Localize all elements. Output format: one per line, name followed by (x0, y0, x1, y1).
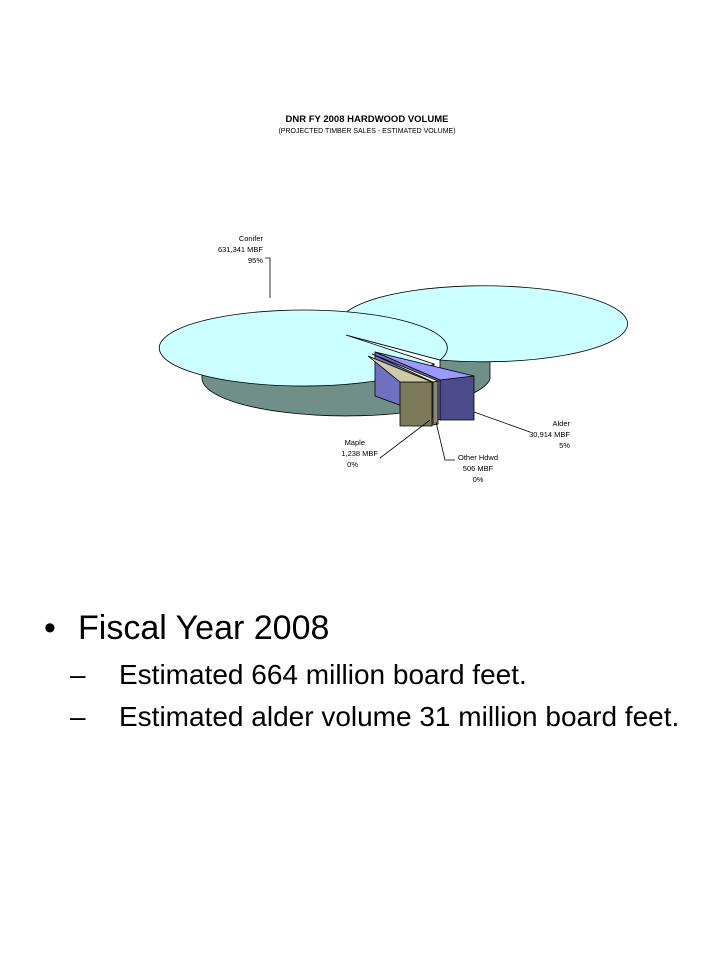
pie-side-other-hdwd (433, 381, 438, 425)
chart-subtitle: (PROJECTED TIMBER SALES - ESTIMATED VOLUME) (278, 128, 456, 135)
label-alder-name: Alder (552, 419, 570, 428)
label-alder (529, 419, 570, 450)
pie-side-maple (400, 382, 432, 426)
pie-side-alder (440, 376, 474, 420)
sub-bullet-alder (44, 699, 684, 735)
dash-icon: – (70, 701, 86, 732)
label-other-hdwd (458, 453, 498, 484)
leader-alder (474, 412, 530, 432)
label-other-hdwd-name: Other Hdwd (457, 453, 499, 462)
sub-bullet-total (44, 657, 684, 693)
label-conifer (218, 234, 264, 265)
label-alder-value: 30,914 MBF (529, 430, 570, 439)
chart-title: DNR FY 2008 HARDWOOD VOLUME (285, 114, 449, 125)
leader-other-hdwd (436, 422, 455, 460)
sub-bullet-text: Estimated 664 million board feet. (119, 659, 527, 690)
bullet-main-text: Fiscal Year 2008 (78, 609, 330, 647)
label-maple (341, 438, 378, 469)
leader-conifer (265, 258, 270, 298)
label-conifer-pct: 95% (247, 256, 263, 265)
sub-bullet-text: Estimated alder volume 31 million board feet. (119, 701, 680, 732)
label-conifer-name: Conifer (238, 234, 263, 243)
dash-icon: – (70, 659, 86, 690)
label-maple-name: Maple (344, 438, 365, 447)
label-conifer-value: 631,341 MBF (217, 245, 263, 254)
label-maple-value: 1,238 MBF (341, 449, 378, 458)
label-maple-pct: 0% (347, 460, 358, 469)
bullet-list (44, 605, 684, 735)
label-other-hdwd-pct: 0% (472, 475, 484, 484)
bullet-fiscal-year (44, 605, 684, 651)
bullet-dot-icon: • (44, 609, 56, 647)
label-other-hdwd-value: 506 MBF (462, 464, 494, 473)
label-alder-pct: 5% (559, 441, 570, 450)
